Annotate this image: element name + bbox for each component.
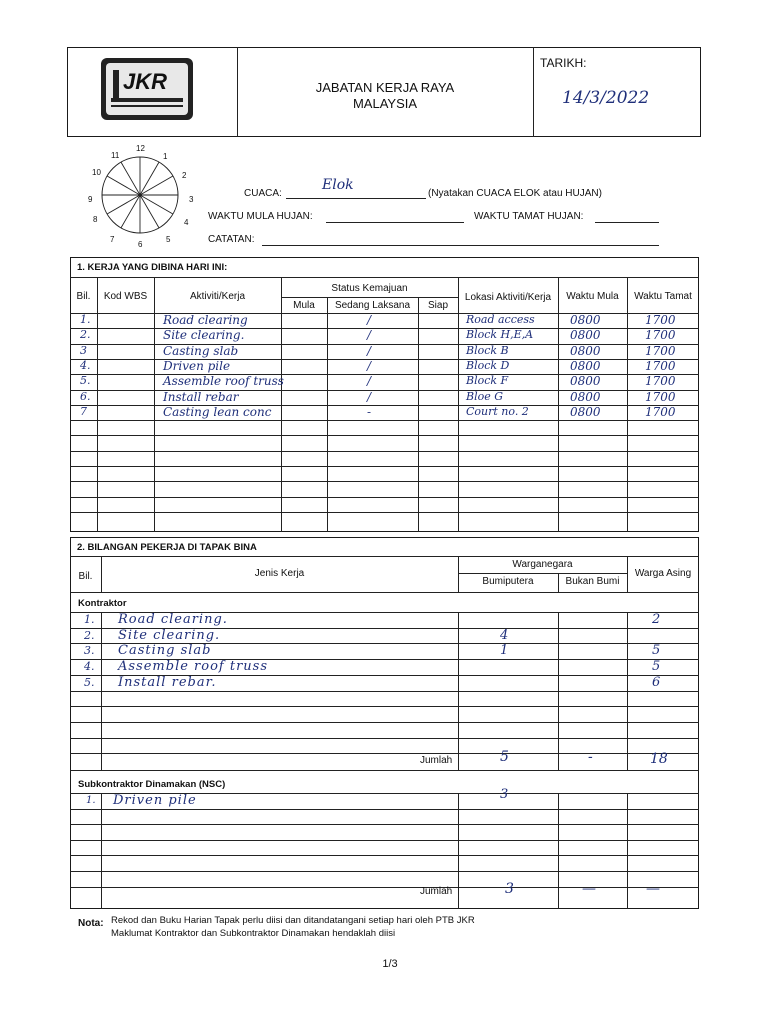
s1-bil: 2. [80, 328, 91, 342]
s1-aktiviti: Assemble roof truss [163, 374, 284, 389]
notes-label: CATATAN: [208, 234, 255, 245]
logo-text: JKR [123, 69, 168, 94]
s1-sedang: / [367, 328, 372, 343]
clock-num-4: 4 [184, 218, 189, 227]
s1-row-line [70, 512, 699, 513]
s2-col-bumiputera: Bumiputera [482, 576, 534, 587]
s1-waktu-tamat: 1700 [645, 358, 676, 373]
jkr-logo [101, 58, 193, 120]
nsc-total-bukan: — [582, 881, 596, 897]
nsc-col-line [458, 793, 459, 909]
col-siap: Siap [427, 300, 448, 311]
kontraktor-bil: 5. [84, 675, 95, 689]
kontraktor-jenis: Road clearing. [118, 612, 228, 627]
kontraktor-col-line [101, 612, 102, 770]
kontraktor-row-line [70, 753, 699, 754]
s1-bil: 1. [80, 313, 91, 326]
nsc-row-line [70, 824, 699, 825]
cuaca-hint: (Nyatakan CUACA ELOK atau HUJAN) [428, 188, 602, 199]
s1-waktu-tamat: 1700 [645, 313, 676, 327]
kontraktor-asing: 5 [652, 643, 661, 659]
s1-sedang: / [367, 389, 372, 404]
kontraktor-col-line [558, 612, 559, 770]
kontraktor-col-line [458, 612, 459, 770]
s2-col-warganegara: Warganegara [512, 559, 573, 570]
s1-lokasi: Block D [466, 358, 510, 372]
s1-waktu-tamat: 1700 [645, 343, 676, 358]
nsc-col-line [101, 793, 102, 909]
clock-num-6: 6 [138, 240, 143, 249]
clock-num-3: 3 [189, 195, 194, 204]
cuaca-value: Elok [322, 177, 354, 193]
kontraktor-asing: 6 [652, 674, 661, 690]
nsc-jenis: Driven pile [113, 793, 197, 808]
s1-waktu-mula: 0800 [570, 404, 601, 419]
s1-row-line [70, 420, 699, 421]
s1-waktu-mula: 0800 [570, 358, 601, 373]
clock-num-11: 11 [111, 151, 120, 160]
s1-waktu-tamat: 1700 [645, 328, 676, 343]
s2-col-bil: Bil. [78, 571, 93, 582]
org-name-line2: MALAYSIA [352, 96, 418, 111]
s1-waktu-mula: 0800 [570, 313, 601, 327]
col-waktu-mula: Waktu Mula [566, 291, 619, 302]
nsc-row-line [70, 840, 699, 841]
nsc-label: Subkontraktor Dinamakan (NSC) [78, 779, 226, 790]
kontraktor-asing: 2 [652, 612, 661, 627]
col-mula: Mula [293, 300, 315, 311]
s1-waktu-tamat: 1700 [645, 389, 676, 404]
s1-lokasi: Block H,E,A [466, 328, 534, 342]
s1-sedang: / [367, 343, 372, 358]
s1-sedang: / [367, 374, 372, 389]
kontraktor-asing: 5 [652, 659, 661, 675]
s1-lokasi: Road access [466, 313, 535, 326]
kontraktor-row-line [70, 691, 699, 692]
nsc-total-bumi: 3 [505, 881, 514, 897]
clock-num-10: 10 [92, 168, 101, 177]
org-name-line1: JABATAN KERJA RAYA [315, 80, 455, 95]
s1-waktu-tamat: 1700 [645, 404, 676, 419]
kontraktor-bumi: 4 [500, 627, 509, 643]
kontraktor-jumlah-label: Jumlah [420, 755, 453, 766]
s2-col-jenis: Jenis Kerja [254, 568, 305, 579]
kontraktor-total-asing: 18 [650, 751, 668, 767]
s1-lokasi: Court no. 2 [466, 404, 529, 418]
section2-title: 2. BILANGAN PEKERJA DI TAPAK BINA [77, 542, 257, 553]
page-number: 1/3 [382, 958, 398, 970]
kontraktor-row-line [70, 722, 699, 723]
s1-waktu-tamat: 1700 [645, 374, 676, 389]
kontraktor-jenis: Install rebar. [118, 674, 217, 690]
nsc-jumlah-label: Jumlah [420, 886, 453, 897]
s1-aktiviti: Casting lean conc [163, 404, 272, 419]
s2-col-warga-asing: Warga Asing [634, 568, 692, 579]
s1-aktiviti: Install rebar [163, 389, 239, 404]
clock-num-2: 2 [182, 171, 187, 180]
s2-col-bukan-bumi: Bukan Bumi [565, 576, 620, 587]
s1-bil: 6. [80, 389, 91, 403]
kontraktor-bumi: 1 [500, 643, 509, 659]
kontraktor-jenis: Casting slab [118, 643, 212, 659]
rain-start-label: WAKTU MULA HUJAN: [208, 211, 313, 222]
s1-bil: 5. [80, 374, 91, 388]
section1-title: 1. KERJA YANG DIBINA HARI INI: [77, 262, 228, 273]
s1-lokasi: Block F [466, 374, 509, 388]
s1-aktiviti: Site clearing. [163, 328, 245, 343]
nsc-col-line [627, 793, 628, 909]
s1-lokasi: Block B [466, 343, 509, 357]
kontraktor-total-bumi: 5 [500, 749, 509, 765]
kontraktor-col-line [627, 612, 628, 770]
clock-num-9: 9 [88, 195, 93, 204]
s1-waktu-mula: 0800 [570, 343, 601, 358]
rain-clock [80, 140, 200, 250]
nota-label: Nota: [78, 918, 104, 929]
s1-waktu-mula: 0800 [570, 374, 601, 389]
kontraktor-jenis: Site clearing. [118, 627, 221, 643]
s1-bil: 7 [80, 404, 87, 418]
nsc-row-line [70, 887, 699, 888]
s1-sedang: - [367, 404, 372, 419]
s1-waktu-mula: 0800 [570, 389, 601, 404]
date-value: 14/3/2022 [562, 88, 650, 108]
s1-row-line [70, 481, 699, 482]
nsc-bumi: 3 [500, 787, 509, 802]
kontraktor-bil: 3. [84, 644, 95, 658]
col-bil: Bil. [76, 291, 91, 302]
kontraktor-bil: 2. [84, 628, 95, 642]
s1-row-line [70, 435, 699, 436]
nota-line1: Rekod dan Buku Harian Tapak perlu diisi dan ditandatangani setiap hari oleh PTB JKR [111, 915, 475, 926]
kontraktor-bil: 1. [84, 613, 95, 626]
s1-row-line [70, 451, 699, 452]
s1-sedang: / [367, 313, 372, 327]
col-status: Status Kemajuan [331, 283, 408, 294]
s1-lokasi: Bloe G [466, 389, 504, 403]
clock-num-7: 7 [110, 235, 115, 244]
col-waktu-tamat: Waktu Tamat [634, 291, 692, 302]
nsc-row-line [70, 871, 699, 872]
nsc-row-line [70, 855, 699, 856]
s1-row-line [70, 497, 699, 498]
kontraktor-jenis: Assemble roof truss [118, 659, 269, 675]
nsc-total-asing: — [646, 881, 660, 897]
s1-aktiviti: Driven pile [163, 358, 231, 373]
kontraktor-total-bukan: - [588, 749, 593, 765]
nota-line2: Maklumat Kontraktor dan Subkontraktor Dinamakan hendaklah diisi [111, 928, 396, 939]
s1-bil: 3 [80, 343, 87, 357]
s1-bil: 4. [80, 358, 91, 372]
cuaca-label: CUACA: [244, 188, 282, 199]
s1-sedang: / [367, 358, 372, 373]
col-sedang: Sedang Laksana [334, 300, 411, 311]
s1-waktu-mula: 0800 [570, 328, 601, 343]
clock-num-5: 5 [166, 235, 171, 244]
s1-aktiviti: Road clearing [163, 313, 248, 327]
clock-num-1: 1 [163, 152, 168, 161]
col-lokasi: Lokasi Aktiviti/Kerja [464, 292, 552, 303]
kontraktor-row-line [70, 738, 699, 739]
nsc-col-line [558, 793, 559, 909]
col-kod-wbs: Kod WBS [103, 291, 148, 302]
col-aktiviti: Aktiviti/Kerja [189, 291, 245, 302]
nsc-row-line [70, 809, 699, 810]
s1-row-line [70, 466, 699, 467]
rain-end-label: WAKTU TAMAT HUJAN: [474, 211, 584, 222]
kontraktor-row-line [70, 706, 699, 707]
s1-aktiviti: Casting slab [163, 343, 239, 358]
clock-num-8: 8 [93, 215, 98, 224]
clock-num-12: 12 [136, 144, 145, 153]
date-label: TARIKH: [540, 56, 587, 70]
kontraktor-label: Kontraktor [78, 598, 127, 609]
kontraktor-bil: 4. [84, 660, 95, 674]
nsc-bil: 1. [86, 795, 96, 806]
